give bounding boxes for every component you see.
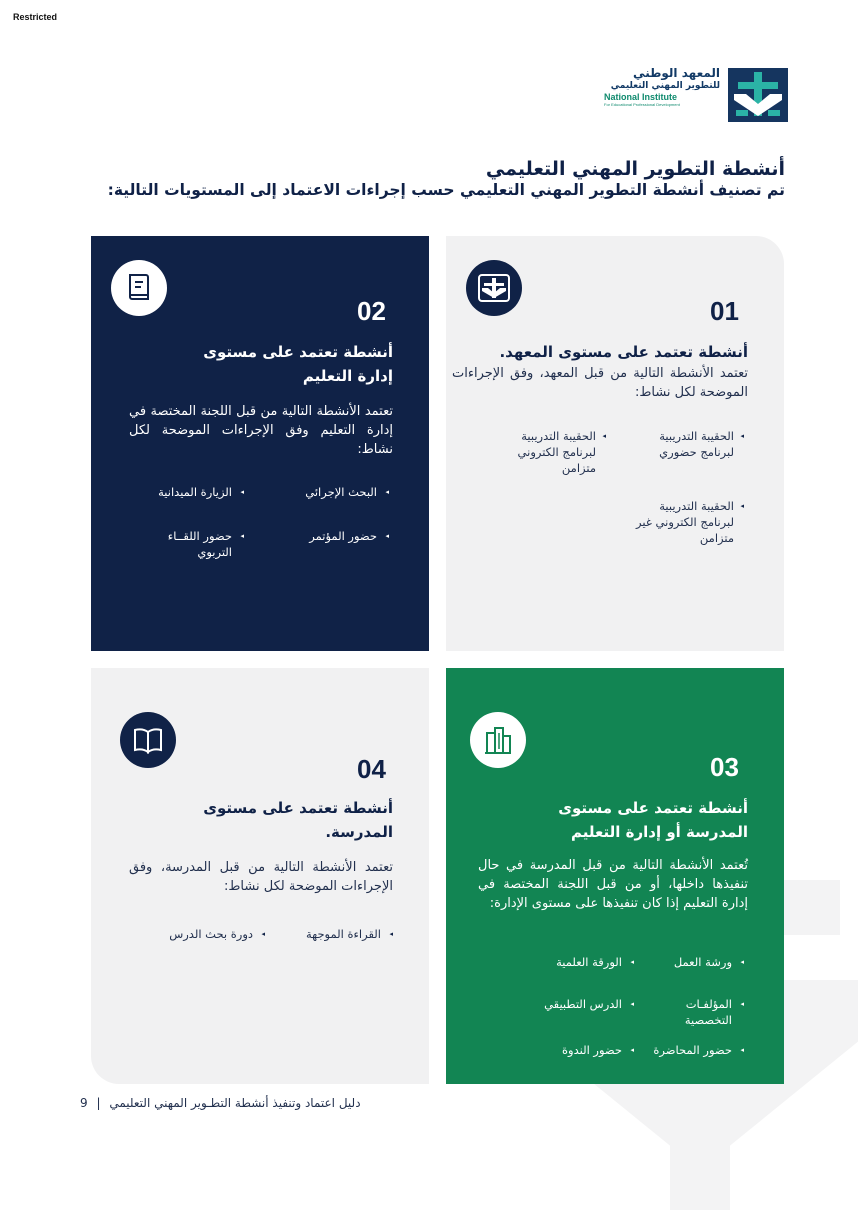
list-item: المؤلفـات التخصصية <box>684 997 732 1027</box>
card-number: 03 <box>710 752 739 782</box>
page-subtitle: تم تصنيف أنشطة التطوير المهني التعليمي حسب إجراءات الاعتماد إلى المستويات التالية: <box>107 181 785 199</box>
page-title: أنشطة التطوير المهني التعليمي <box>485 158 785 180</box>
list-item: حضور الندوة <box>561 1043 622 1057</box>
institute-logo-icon <box>466 260 522 316</box>
bullet-icon: ◂ <box>740 958 744 966</box>
list-item: البحث الإجرائي <box>305 485 377 499</box>
footer-title: دليل اعتماد وتنفيذ أنشطة التطـوير المهني التعليمي <box>109 1096 361 1110</box>
card-school-or-admin-level <box>446 668 784 1084</box>
bullet-icon: ◂ <box>740 1000 744 1008</box>
bullet-icon: ◂ <box>602 432 606 440</box>
institute-emblem-icon <box>728 68 788 122</box>
logo-arabic-name: المعهد الوطني <box>633 66 720 80</box>
list-item: ورشة العمل <box>673 955 732 969</box>
card-number: 04 <box>357 754 386 784</box>
bullet-icon: ◂ <box>630 1046 634 1054</box>
logo-english-subtitle: For Educational Professional Development <box>604 102 680 107</box>
bullet-icon: ◂ <box>740 502 744 510</box>
restricted-label: Restricted <box>13 12 58 22</box>
institute-logo <box>604 66 788 124</box>
card-education-admin-level <box>91 236 429 651</box>
card-description: تعتمد الأنشطة التالية من قبل اللجنة المختصة في إدارة التعليم وفق الإجراءات الموضحة لكل نشاط: <box>129 404 393 457</box>
bullet-icon: ◂ <box>630 958 634 966</box>
document-icon <box>111 260 167 316</box>
card-title: أنشطة تعتمد على مستوى إدارة التعليم <box>203 343 393 385</box>
page-footer <box>80 1096 400 1110</box>
list-item: حضور المؤتمر <box>309 529 377 543</box>
building-icon <box>470 712 526 768</box>
card-number: 02 <box>357 296 386 326</box>
logo-arabic-subtitle: للتطوير المهني التعليمي <box>610 81 720 91</box>
bullet-icon: ◂ <box>630 1000 634 1008</box>
list-item: الدرس التطبيقي <box>544 997 622 1011</box>
page-number: 9 <box>80 1096 88 1110</box>
list-item: الحقيبة التدريبية لبرنامج الكتروني متزامن <box>517 429 596 475</box>
card-description: تُعتمد الأنشطة التالية من قبل المدرسة في حال تنفيذها داخلها، أو من قبل اللجنة المختصة في إدارة التعليم إذا كان تنفيذها على مستوى الإدارة: <box>478 858 748 911</box>
bullet-icon: ◂ <box>385 532 389 540</box>
card-description: تعتمد الأنشطة التالية من قبل المعهد، وفق الإجراءات الموضحة لكل نشاط: <box>452 366 748 400</box>
list-item: حضور المحاضرة <box>653 1043 732 1057</box>
card-title: أنشطة تعتمد على مستوى المعهد. <box>499 343 748 361</box>
bullet-icon: ◂ <box>385 488 389 496</box>
bullet-icon: ◂ <box>240 488 244 496</box>
list-item: حضور اللقــاء التربوي <box>167 529 232 559</box>
bullet-icon: ◂ <box>740 1046 744 1054</box>
list-item: الزيارة الميدانية <box>158 485 232 499</box>
bullet-icon: ◂ <box>240 532 244 540</box>
bullet-icon: ◂ <box>740 432 744 440</box>
card-number: 01 <box>710 296 739 326</box>
bullet-icon: ◂ <box>389 930 393 938</box>
footer-divider: | <box>96 1096 101 1110</box>
card-school-level <box>91 668 429 1084</box>
card-institute-level <box>446 236 784 651</box>
open-book-icon <box>120 712 176 768</box>
card-title: أنشطة تعتمد على مستوى المدرسة. <box>203 799 393 841</box>
list-item: الحقيبة التدريبية لبرنامج حضوري <box>659 429 734 459</box>
card-description: تعتمد الأنشطة التالية من قبل المدرسة، وفق الإجراءات الموضحة لكل نشاط: <box>129 860 393 894</box>
list-item: الورقة العلمية <box>556 955 622 969</box>
list-item: الحقيبة التدريبية لبرنامج الكتروني غير متزامن <box>636 499 734 545</box>
logo-english-name: National Institute <box>604 92 678 102</box>
card-title: أنشطة تعتمد على مستوى المدرسة أو إدارة التعليم <box>558 799 748 841</box>
list-item: دورة بحث الدرس <box>169 927 253 941</box>
bullet-icon: ◂ <box>261 930 265 938</box>
list-item: القراءة الموجهة <box>305 927 381 941</box>
